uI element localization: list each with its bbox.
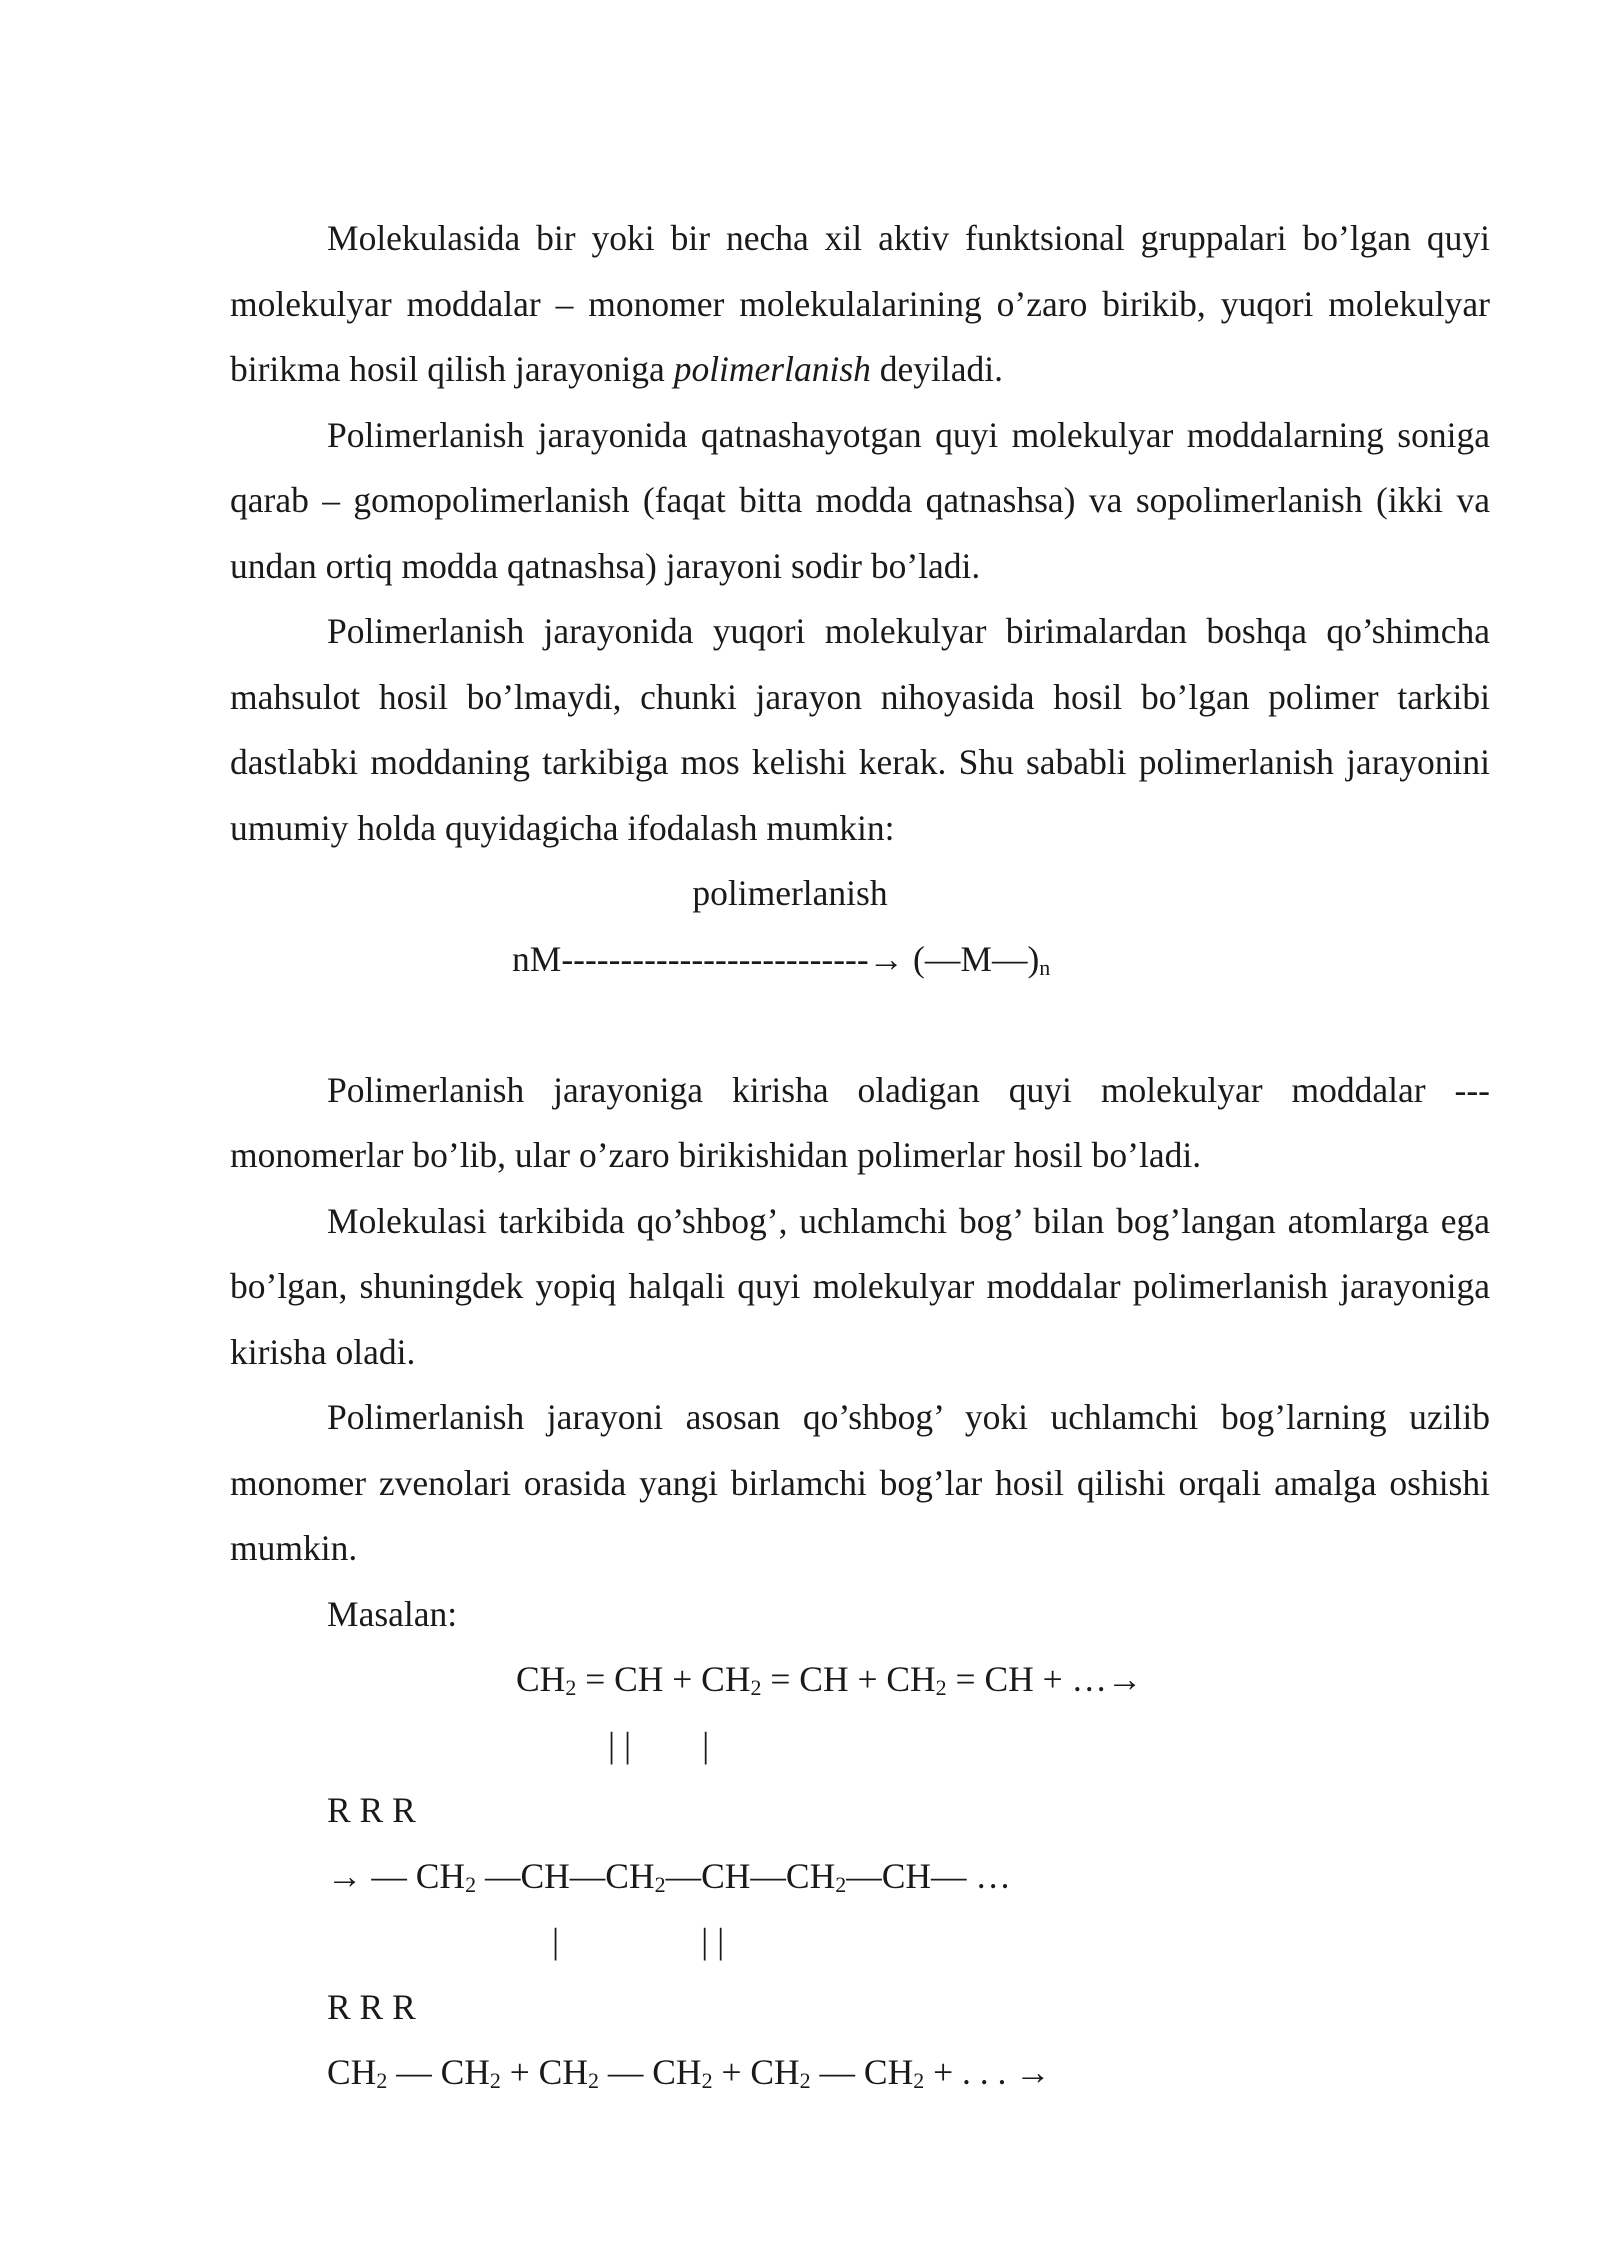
spacer — [230, 992, 1490, 1058]
example1-substituents: R R R — [327, 1790, 416, 1830]
general-equation-text: nM--------------------------→ (—M—) — [512, 938, 1040, 979]
paragraph-definition-end: deyiladi. — [870, 349, 1004, 389]
example2-substituents: R R R — [327, 1986, 416, 2027]
paragraph-bonds: Molekulasi tarkibida qo’shbog’, uchlamchi bog’ bilan bog’langan atomlarga ega bo’lgan, shuningdek yopiq halqali quyi molekulyar moddalar polimerlanish jarayoniga kirisha oladi. — [230, 1200, 1490, 1372]
general-equation — [230, 927, 1490, 993]
document-page — [230, 206, 1490, 2106]
example2-equation: → — $CH_2$ $—CH—CH_2—CH—CH_2—CH—$ … — [327, 1855, 1011, 1897]
equation-label: polimerlanish — [692, 873, 888, 913]
example3-equation: $CH_2$ — $CH_2 + CH_2$ — $CH_2 + CH_2$ — $CH_2$ + . . . → — [327, 2052, 1051, 2093]
paragraph-mechanism: Polimerlanish jarayoni asosan qo’shbog’ yoki uchlamchi bog’larning uzilib monomer zvenolari orasida yangi birlamchi bog’lar hosil qilishi orqali amalga oshishi mumkin. — [230, 1397, 1490, 1568]
example1-equation: $CH_2$ = CH + $CH_2$ = CH + $CH_2$ = CH + …→ — [516, 1659, 1143, 1700]
paragraph-types: Polimerlanish jarayonida qatnashayotgan quyi molekulyar moddalarning soniga qarab – gomopolimerlanish (faqat bitta modda qatnashsa) va sopolimerlanish (ikki va undan ortiq modda qatnashsa) jarayoni sodir bo’ladi. — [230, 414, 1490, 586]
term-polimerlanish: polimerlanish — [673, 349, 871, 389]
example2-bonds: | | | — [552, 1921, 725, 1961]
paragraph-monomers: Polimerlanish jarayoniga kirisha oladigan quyi molekulyar moddalar --- monomerlar bo’lib, ular o’zaro birikishidan polimerlar hosil bo’ladi. — [230, 1069, 1490, 1175]
paragraph-definition — [230, 206, 1490, 403]
paragraph-definition-text: Molekulasida bir yoki bir necha xil aktiv funktsional gruppalari bo’lgan quyi molekulyar moddalar – monomer molekulalarining o’zaro birikib, yuqori molekulyar birikma hosil qilish jarayoniga — [230, 218, 1490, 389]
example-heading: Masalan: — [327, 1593, 458, 1634]
paragraph-byproducts: Polimerlanish jarayonida yuqori molekulyar birimalardan boshqa qo’shimcha mahsulot hosil bo’lmaydi, chunki jarayon nihoyasida hosil bo’lgan polimer tarkibi dastlabki moddaning tarkibiga mos kelishi kerak. Shu sababli polimerlanish jarayonini umumiy holda quyidagicha ifodalash mumkin: — [230, 611, 1490, 848]
general-equation-subscript: n — [1039, 954, 1051, 980]
example1-bonds: | | | — [608, 1724, 710, 1765]
